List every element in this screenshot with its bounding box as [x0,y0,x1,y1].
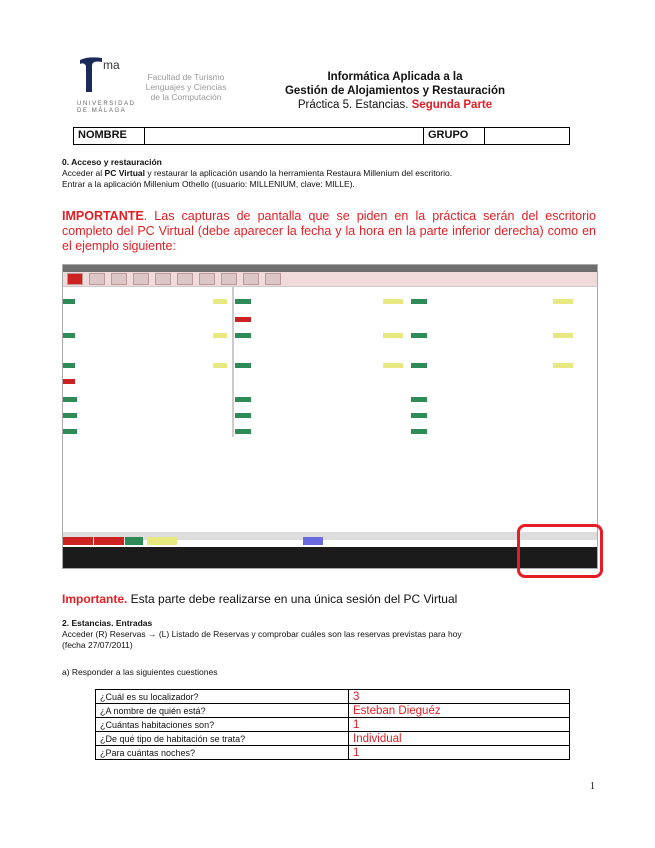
table-row: ¿Cuántas habitaciones son? 1 [96,718,570,732]
screenshot-titlebar [63,265,597,272]
name-group-row [73,127,570,145]
document-subtitle: Práctica 5. Estancias. Segunda Parte [297,99,493,111]
document-title: Informática Aplicada a la Gestión de Alojamientos y Restauración [284,71,506,97]
screenshot-toolbar [63,272,597,287]
group-label: GRUPO [424,128,485,144]
table-row: ¿De qué tipo de habitación se trata? Individual [96,732,570,746]
table-row: ¿Para cuántas noches? 1 [96,746,570,760]
group-field[interactable] [485,128,569,144]
important-note: IMPORTANTE. Las capturas de pantalla que se piden en la práctica serán del escritorio completo del PC Virtual (debe aparecer la fecha y la hora en la parte inferior derecha) como en el ejemplo siguiente: [62,209,596,253]
section0-heading: 0. Acceso y restauración [62,157,162,167]
questions-table [95,689,570,760]
faculty-name: Facultad de Turismo Lenguajes y Ciencias de la Computación [145,72,227,102]
logo-text: ma [103,58,120,72]
clock-highlight-box [517,524,603,578]
example-screenshot [62,264,598,569]
section0-line2: Entrar a la aplicación Millenium Othello ((usuario: MILLENIUM, clave: MILLE). [62,179,355,189]
university-logo-icon [78,56,104,94]
important-session-note: Importante. Esta parte debe realizarse en una única sesión del PC Virtual [62,592,458,606]
section2-line1: Acceder (R) Reservas → (L) Listado de Reservas y comprobar cuáles son las reservas previstas para hoy [62,629,462,639]
university-name: UNIVERSIDAD DE MÁLAGA [77,101,136,114]
section2-instruction: a) Responder a las siguientes cuestiones [62,667,218,677]
section2-line2: (fecha 27/07/2011) [62,640,133,650]
section0-line1: Acceder al PC Virtual y restaurar la aplicación usando la herramienta Restaura Millenium del escritorio. [62,168,453,178]
page-number: 1 [590,781,595,792]
name-label: NOMBRE [74,128,145,144]
screenshot-grid [63,287,597,437]
table-row: ¿Cuál es su localizador? 3 [96,690,570,704]
section2-heading: 2. Estancias. Entradas [62,618,153,628]
name-field[interactable] [145,128,424,144]
table-row: ¿A nombre de quién está? Esteban Dieguéz [96,704,570,718]
